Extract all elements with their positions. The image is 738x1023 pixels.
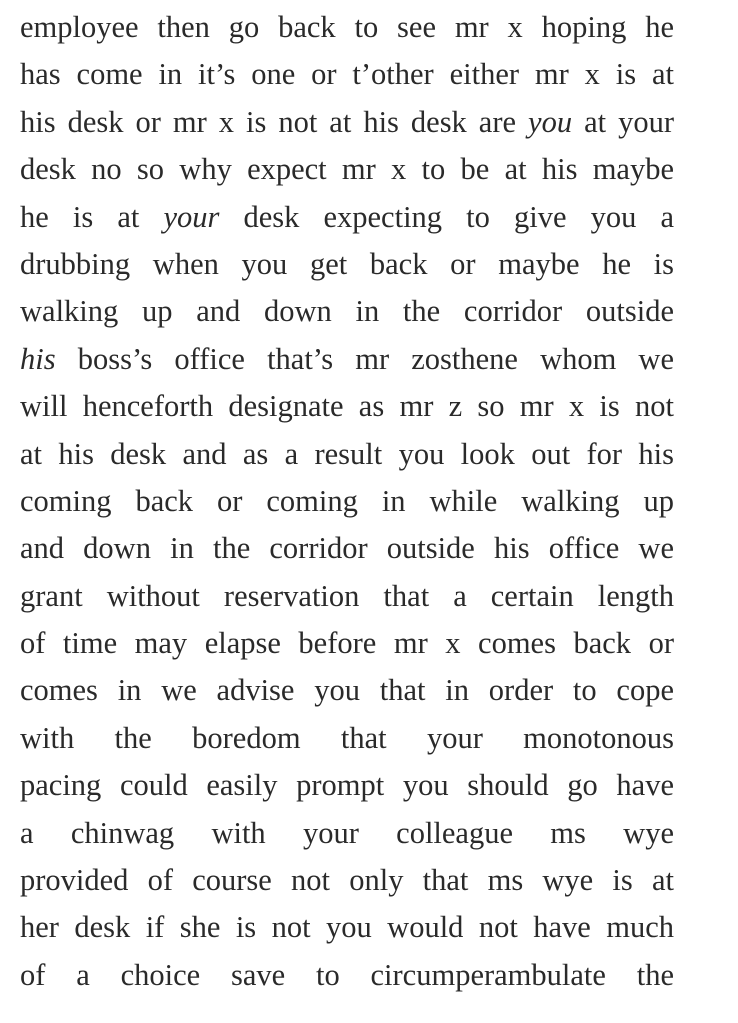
- italic-word: your: [163, 199, 220, 234]
- text-line: [20, 194, 674, 241]
- text-run: provided of course not only that ms wye is at: [20, 863, 674, 898]
- text-line: [20, 904, 674, 951]
- text-run: boss’s office that’s mr zosthene whom we: [55, 341, 674, 376]
- text-run: of time may elapse before mr x comes back or: [20, 626, 674, 661]
- text-line: [20, 952, 674, 999]
- text-run: he is at: [20, 199, 164, 234]
- text-line: [20, 667, 674, 714]
- text-line: [20, 146, 674, 193]
- text-run: employee then go back to see mr x hoping he: [20, 10, 674, 44]
- text-line: [20, 857, 674, 904]
- text-line: [20, 478, 674, 525]
- text-run: desk expecting to give you a: [219, 199, 674, 234]
- text-run: comes in we advise you that in order to cope: [20, 673, 674, 708]
- text-run: his desk or mr x is not at his desk are: [20, 104, 529, 139]
- text-line: [20, 810, 674, 857]
- text-line: [20, 715, 674, 762]
- text-run: of a choice save to circumperambulate the: [20, 957, 674, 992]
- body-text: [20, 4, 674, 999]
- text-line: [20, 336, 674, 383]
- text-line: [20, 241, 674, 288]
- text-line: [20, 431, 674, 478]
- text-run: has come in it’s one or t’other either mr x is at: [20, 57, 674, 92]
- text-run: at your: [572, 104, 674, 139]
- text-run: at his desk and as a result you look out for his: [20, 436, 674, 471]
- text-run: walking up and down in the corridor outside: [20, 294, 674, 329]
- italic-word: his: [20, 341, 56, 376]
- text-line: [20, 383, 674, 430]
- text-line: [20, 288, 674, 335]
- italic-word: you: [528, 104, 573, 139]
- text-line: [20, 762, 674, 809]
- text-run: desk no so why expect mr x to be at his maybe: [20, 152, 674, 187]
- text-run: and down in the corridor outside his office we: [20, 531, 674, 566]
- text-line: [20, 573, 674, 620]
- text-line: [20, 620, 674, 667]
- text-line: [20, 51, 674, 98]
- text-run: pacing could easily prompt you should go have: [20, 768, 674, 803]
- text-run: with the boredom that your monotonous: [20, 720, 674, 755]
- text-run: her desk if she is not you would not have much: [20, 910, 674, 945]
- text-line: [20, 99, 674, 146]
- text-line: [20, 525, 674, 572]
- text-run: a chinwag with your colleague ms wye: [20, 815, 674, 850]
- text-run: coming back or coming in while walking up: [20, 483, 674, 518]
- text-run: will henceforth designate as mr z so mr x is not: [20, 389, 674, 424]
- text-line: [20, 4, 674, 51]
- text-run: grant without reservation that a certain length: [20, 578, 674, 613]
- text-run: drubbing when you get back or maybe he is: [20, 246, 674, 281]
